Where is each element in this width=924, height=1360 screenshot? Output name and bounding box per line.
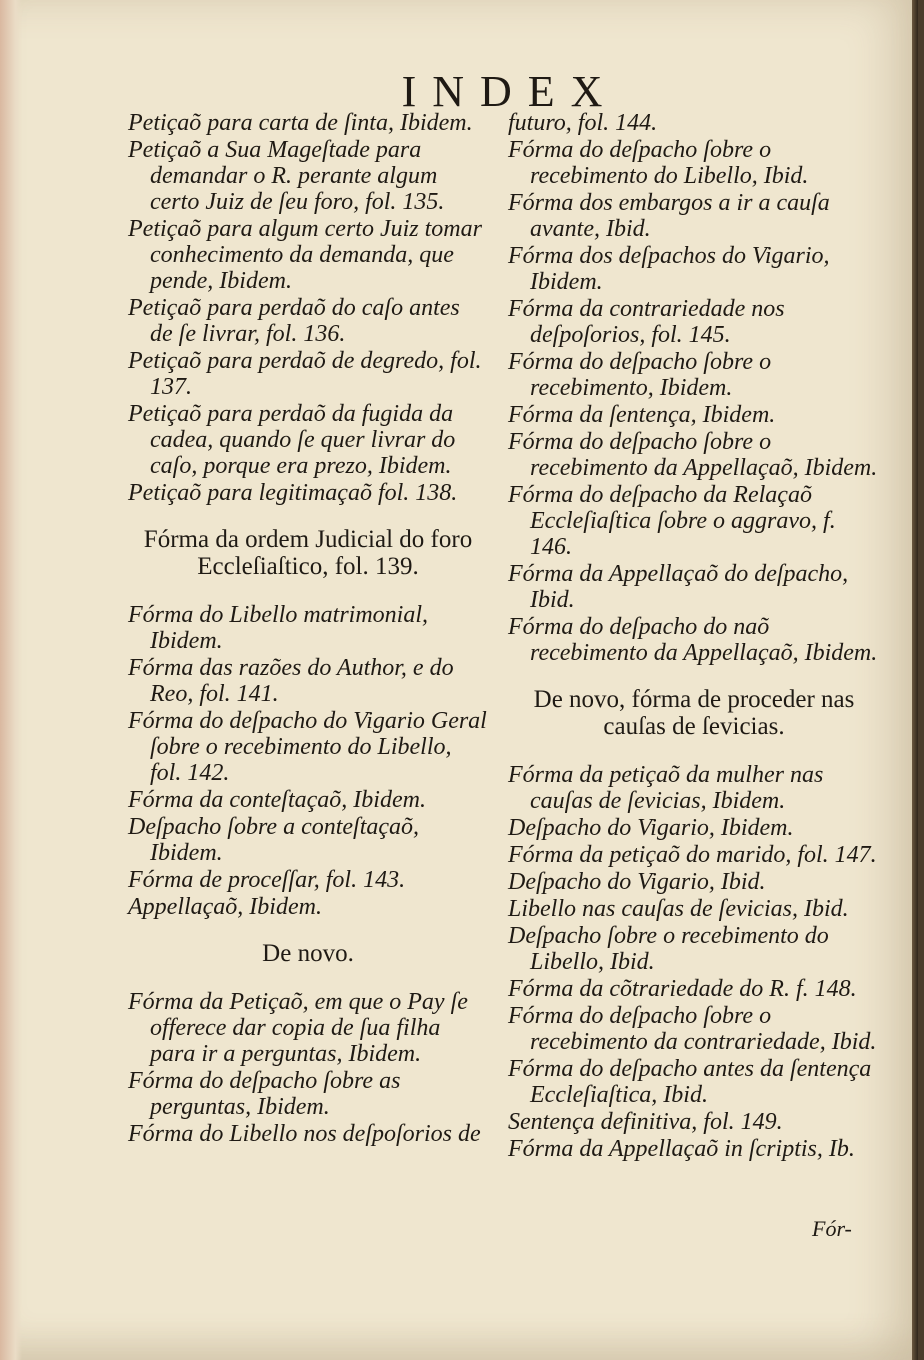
index-entry: Libello nas cauſas de ſevicias, Ibid.	[508, 896, 849, 922]
section-heading: Fórma da ordem Judicial do foro Eccleſiaſtico, fol. 139.	[143, 526, 473, 580]
index-entry: Fórma do deſpacho do naõ recebimento da Appellaçaõ, Ibidem.	[508, 614, 878, 666]
index-entry: Petiçaõ para carta de ſinta, Ibidem.	[128, 110, 473, 136]
page-binding-edge	[0, 0, 22, 1360]
index-entry: Fórma da conteſtaçaõ, Ibidem.	[128, 787, 426, 813]
index-entry: Fórma do deſpacho antes da ſentença Eccleſiaſtica, Ibid.	[508, 1056, 872, 1108]
index-entry: Deſpacho do Vigario, Ibidem.	[508, 815, 794, 841]
index-entry: Fórma da Appellaçaõ do deſpacho, Ibid.	[508, 561, 849, 613]
index-entry: Fórma das razões do Author, e do Reo, fol. 141.	[128, 655, 454, 707]
index-entry: Fórma do deſpacho ſobre as perguntas, Ibidem.	[128, 1068, 401, 1120]
section-heading: De novo, fórma de proceder nas cauſas de ſevicias.	[533, 686, 855, 740]
index-entry: Fórma da Appellaçaõ in ſcriptis, Ib.	[508, 1136, 855, 1162]
right-column	[508, 110, 880, 1163]
index-entry: Fórma do deſpacho ſobre o recebimento do Libello, Ibid.	[508, 137, 809, 189]
index-entry: Sentença definitiva, fol. 149.	[508, 1109, 783, 1135]
index-entry: Petiçaõ para perdaõ da fugida da cadea, quando ſe quer livrar do caſo, porque era prezo, Ibidem.	[128, 401, 456, 479]
index-entry: Appellaçaõ, Ibidem.	[128, 894, 322, 920]
index-entry: Fórma da cõtrariedade do R. f. 148.	[508, 976, 857, 1002]
index-entry: Fórma do deſpacho da Relaçaõ Eccleſiaſtica ſobre o aggravo, f. 146.	[508, 482, 836, 560]
index-entry: Petiçaõ para algum certo Juiz tomar conhecimento da demanda, que pende, Ibidem.	[128, 216, 482, 294]
index-entry: Fórma da petiçaõ do marido, fol. 147.	[508, 842, 877, 868]
index-entry: Fórma do deſpacho do Vigario Geral ſobre o recebimento do Libello, fol. 142.	[128, 708, 487, 786]
index-entry: Petiçaõ para legitimaçaõ fol. 138.	[128, 480, 458, 506]
index-entry: Petiçaõ a Sua Mageſtade para demandar o R. perante algum certo Juiz de ſeu foro, fol. 135.	[128, 137, 445, 215]
page-title: INDEX	[401, 67, 619, 116]
index-entry: Fórma da Petiçaõ, em que o Pay ſe offerece dar copia de ſua filha para ir a perguntas, Ibidem.	[128, 989, 468, 1067]
index-entry: Fórma de proceſſar, fol. 143.	[128, 867, 406, 893]
catchword: Fór-	[812, 1216, 852, 1241]
section-heading: De novo.	[262, 940, 354, 967]
index-entry: Deſpacho ſobre a conteſtaçaõ, Ibidem.	[128, 814, 420, 866]
index-entry: Fórma do deſpacho ſobre o recebimento da contrariedade, Ibid.	[508, 1003, 877, 1055]
index-entry: Deſpacho do Vigario, Ibid.	[508, 869, 766, 895]
index-entry: Fórma do deſpacho ſobre o recebimento, Ibidem.	[508, 349, 772, 401]
index-entry: futuro, fol. 144.	[508, 110, 658, 136]
index-entry: Petiçaõ para perdaõ do caſo antes de ſe livrar, fol. 136.	[128, 295, 460, 347]
index-entry: Fórma dos embargos a ir a cauſa avante, Ibid.	[508, 190, 830, 242]
page-right-edge	[912, 0, 918, 1360]
index-entry: Fórma da petiçaõ da mulher nas cauſas de ſevicias, Ibidem.	[508, 762, 824, 814]
index-entry: Fórma dos deſpachos do Vigario, Ibidem.	[508, 243, 830, 295]
index-entry: Fórma do Libello nos deſpoſorios de	[128, 1121, 481, 1147]
index-entry: Deſpacho ſobre o recebimento do Libello, Ibid.	[508, 923, 829, 975]
index-entry: Fórma da contrariedade nos deſpoſorios, fol. 145.	[508, 296, 785, 348]
index-entry: Petiçaõ para perdaõ de degredo, fol. 137.	[128, 348, 482, 400]
index-entry: Fórma do Libello matrimonial, Ibidem.	[128, 602, 429, 654]
left-column	[128, 110, 488, 1148]
index-entry: Fórma da ſentença, Ibidem.	[508, 402, 776, 428]
index-entry: Fórma do deſpacho ſobre o recebimento da Appellaçaõ, Ibidem.	[508, 429, 878, 481]
